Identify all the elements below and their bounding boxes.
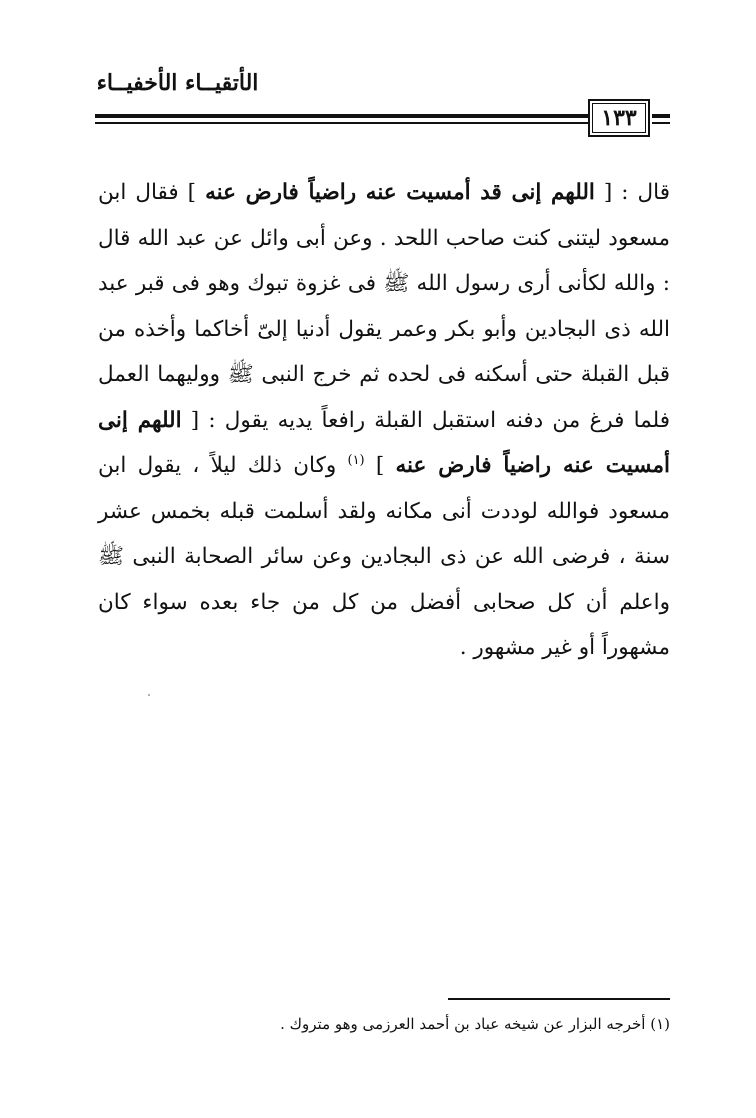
quoted-prayer: اللهم إنى قد أمسيت عنه راضياً فارض عنه — [205, 180, 595, 205]
page-number: ١٣٣ — [588, 99, 650, 137]
footnote: (١) أخرجه البزار عن شيخه عباد بن أحمد العرزمى وهو متروك . — [280, 1015, 670, 1033]
footnote-reference: (١) — [347, 452, 365, 468]
header-rule-right-thick — [652, 114, 670, 118]
quoted-prayer: اللهم إنى أمسيت عنه راضياً فارض عنه — [98, 407, 670, 478]
running-title: الأتقيــاء الأخفيــاء — [96, 70, 259, 96]
scan-speck — [148, 694, 150, 696]
header-rule-thin — [95, 122, 590, 124]
footnote-rule — [448, 998, 670, 1000]
header-rule-thick — [95, 114, 590, 118]
text-run: ] — [364, 453, 396, 478]
text-run: وكان ذلك ليلاً ، يقول ابن مسعود فوالله لوددت أنى مكانه ولقد أسلمت قبله بخمس عشر سنة ، فرضى الله عن ذى البجادين وعن سائر الصحابة النبى ﷺ واعلم أن كل صحابى أفضل من كل من جاء بعده سواء كان مشهوراً أو غير مشهور . — [98, 453, 670, 660]
text-run: قال : [ — [594, 180, 670, 205]
body-paragraph — [98, 170, 670, 671]
header-rule-right-thin — [652, 122, 670, 124]
text-run: ] فقال ابن مسعود ليتنى كنت صاحب اللحد . وعن أبى وائل عن عبد الله قال : والله لكأنى أرى رسول الله ﷺ فى غزوة تبوك وهو فى قبر عبد الله ذى البجادين وأبو بكر وعمر يقول أدنيا إلىّ أخاكما وأخذه من قبل القبلة حتى أسكنه فى لحده ثم خرج النبى ﷺ ووليهما العمل فلما فرغ من دفنه استقبل القبلة رافعاً يديه يقول : [ — [98, 180, 670, 433]
